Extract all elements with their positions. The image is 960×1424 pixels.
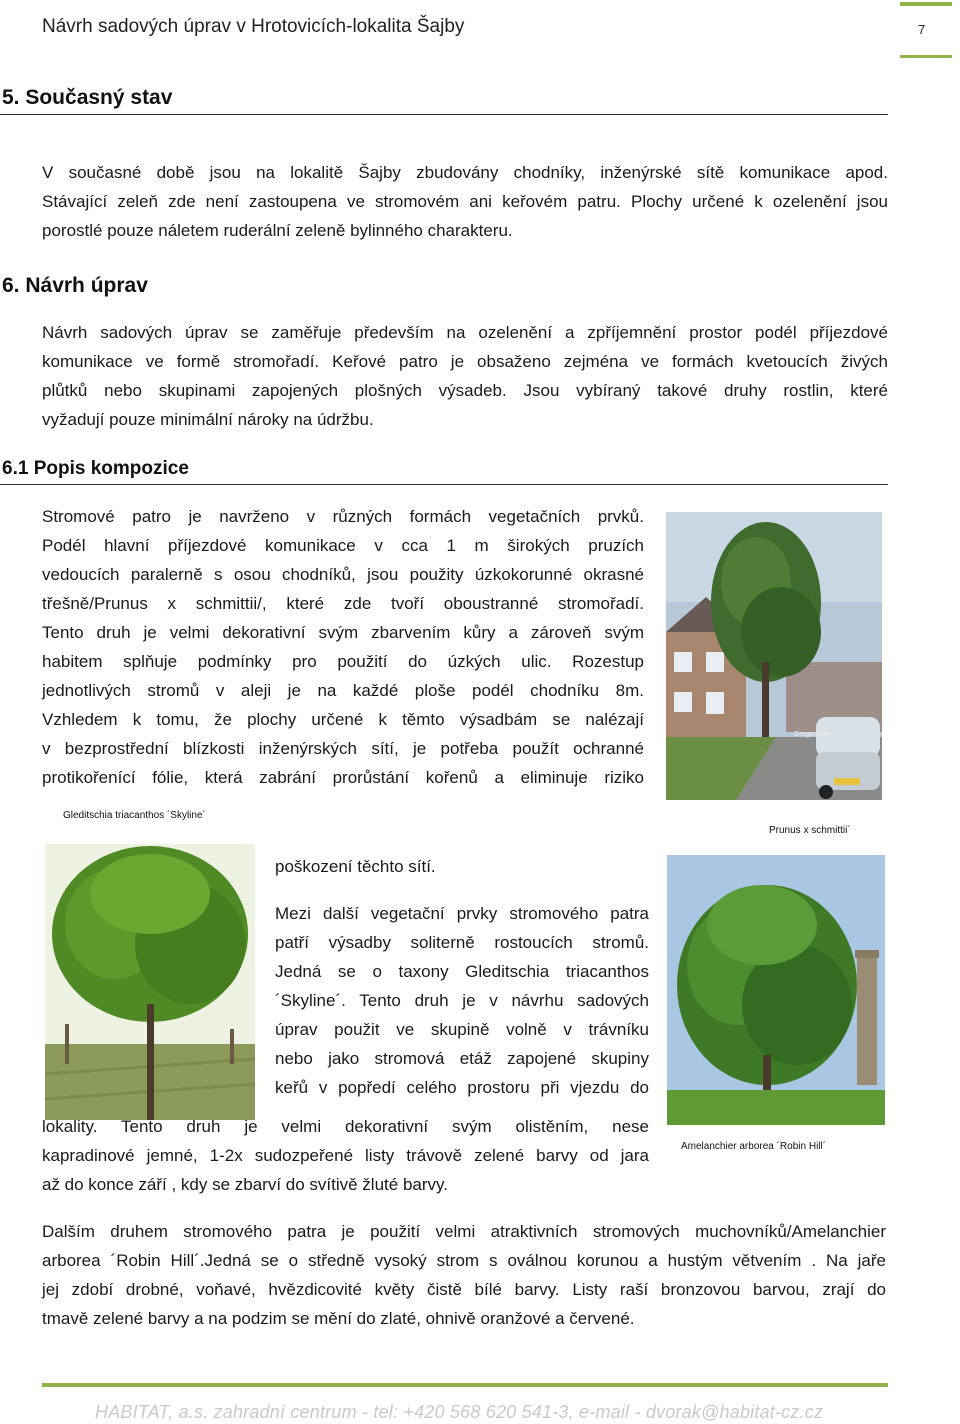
text-line: Dalším druhem stromového patra je použití velmi atraktivních stromových muchovníků/Amelanchier [42,1222,886,1241]
text-line: patří výsadby soliterně rostoucích stromů. [275,933,649,952]
text-line: jej zdobí drobné, voňavé, hvězdicovité květy čistě bílé barvy. Listy raší bronzovou barvou, zrají do [42,1280,886,1299]
amelanchier-photo-illustration [667,855,885,1125]
text-line: porostlé pouze náletem ruderální zeleně bylinného charakteru. [42,221,513,240]
running-header-title: Návrh sadových úprav v Hrotovicích-lokalita Šajby [42,16,465,37]
caption-gleditschia: Gleditschia triacanthos ´Skyline´ [63,810,206,821]
section-6-paragraph [42,318,888,434]
section-6-1-heading: 6.1 Popis kompozice [2,458,189,479]
caption-amelanchier: Amelanchier arborea ´Robin Hill´ [681,1141,827,1152]
text-line: vyžadují pouze minimální nároky na údržbu. [42,410,374,429]
text-line: poškození těchto sítí. [275,857,436,876]
page-number: 7 [918,22,926,37]
section-5-heading: 5. Současný stav [2,86,173,109]
text-line: komunikace ve formě stromořadí. Keřové patro je obsaženo zejména ve formách kvetoucích živých [42,352,888,371]
text-line: arborea ´Robin Hill´.Jedná se o středně vysoký strom s oválnou korunou a hustým větvením . Na jaře [42,1251,886,1270]
header-accent-bar-bottom [900,55,952,58]
gleditschia-photo [45,844,255,1120]
text-line: plůtků nebo skupinami zapojených plošných výsadeb. Jsou vybíraný takové druhy rostlin, které [42,381,888,400]
text-line: lokality. Tento druh je velmi dekorativní svým olistěním, nese [42,1117,649,1136]
text-line: Podél hlavní příjezdové komunikace v cca 1 m širokých pruzích [42,536,644,555]
header-accent-bar [900,2,952,6]
text-line: Návrh sadových úprav se zaměřuje především na ozelenění a zpříjemnění prostor podél příjezdové [42,323,888,342]
text-line: jednotlivých stromů v aleji je na každé ploše podél chodníku 8m. [42,681,644,700]
composition-paragraph-4 [42,1112,649,1199]
footer-contact: HABITAT, a.s. zahradní centrum - tel: +420 568 620 541-3, e-mail - dvorak@habitat-cz.cz [95,1402,824,1422]
amelanchier-photo [667,855,885,1125]
section-6-1-rule [0,484,888,485]
prunus-photo-illustration [666,512,882,800]
prunus-photo [666,512,882,800]
composition-paragraph-5 [42,1217,886,1333]
footer-accent-bar [42,1383,888,1387]
text-line: keřů v popředí celého prostoru při vjezdu do [275,1078,649,1097]
photo-watermark: Gregor Mey [794,731,831,738]
text-line: habitem splňuje podmínky pro použití do úzkých ulic. Rozestup [42,652,644,671]
section-5-rule [0,114,888,115]
text-line: tmavě zelené barvy a na podzim se mění do zlaté, ohnivě oranžové a červené. [42,1309,635,1328]
text-line: až do konce září , kdy se zbarví do svítivě žluté barvy. [42,1175,448,1194]
text-line: Vzhledem k tomu, že plochy určené k těmto výsadbám se nalézají [42,710,644,729]
text-line: v bezprostřední blízkosti inženýrských sítí, je potřeba použít ochranné [42,739,644,758]
text-line: Stávající zeleň zde není zastoupena ve stromovém ani keřovém patru. Plochy určené k ozelenění jsou [42,192,888,211]
composition-paragraph-1 [42,502,644,792]
gleditschia-photo-illustration [45,844,255,1120]
text-line: třešně/Prunus x schmittii/, které zde tvoří oboustranné stromořadí. [42,594,644,613]
composition-paragraph-2 [275,852,649,881]
text-line: nebo jako stromová etáž zapojené skupiny [275,1049,649,1068]
composition-paragraph-3 [275,899,649,1102]
text-line: Jedná se o taxony Gleditschia triacanthos [275,962,649,981]
text-line: protikořenící fólie, která zabrání prorůstání kořenů a eliminuje riziko [42,768,644,787]
text-line: ´Skyline´. Tento druh je v návrhu sadových [275,991,649,1010]
section-5-paragraph [42,158,888,245]
caption-prunus: Prunus x schmittii´ [769,825,851,836]
text-line: kapradinové jemné, 1-2x sudozpeřené listy trávově zelené barvy od jara [42,1146,649,1165]
text-line: úprav použit ve skupině volně v trávníku [275,1020,649,1039]
text-line: Stromové patro je navrženo v různých formách vegetačních prvků. [42,507,644,526]
text-line: Mezi další vegetační prvky stromového patra [275,904,649,923]
text-line: Tento druh je velmi dekorativní svým zbarvením kůry a zároveň svým [42,623,644,642]
text-line: vedoucích paralerně s osou chodníků, jsou použity úzkokorunné okrasné [42,565,644,584]
text-line: V současné době jsou na lokalitě Šajby zbudovány chodníky, inženýrské sítě komunikace apod. [42,163,888,182]
section-6-heading: 6. Návrh úprav [2,274,148,297]
